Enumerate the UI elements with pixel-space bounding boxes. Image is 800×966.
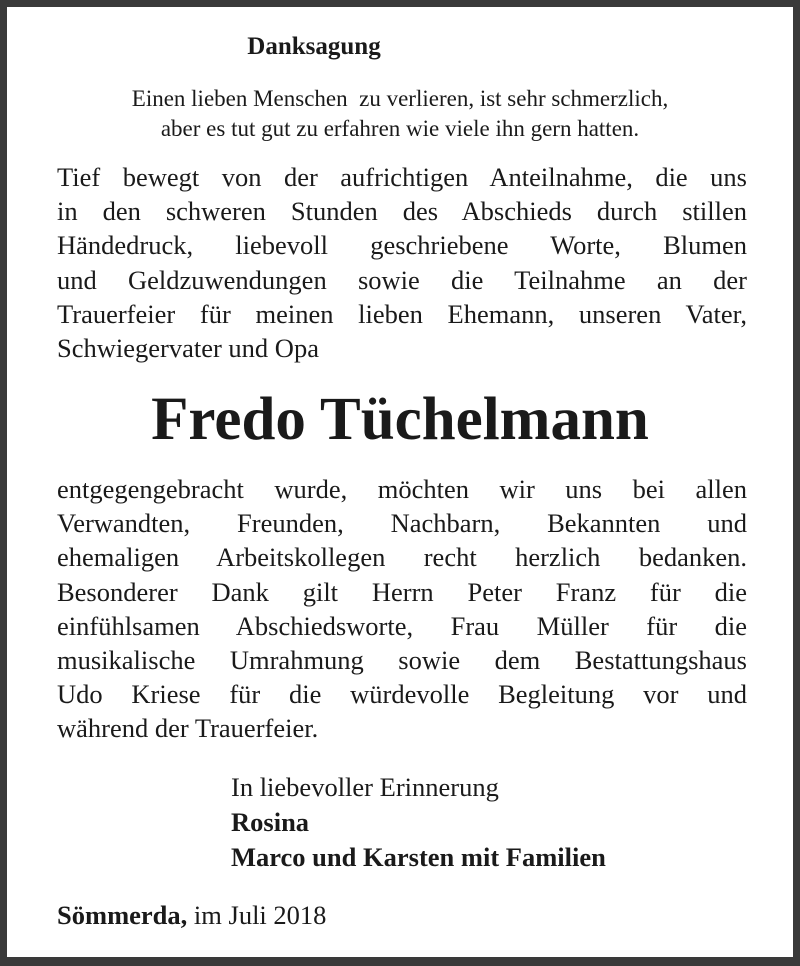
signer-name: Marco und Karsten mit Familien bbox=[231, 842, 606, 872]
paragraph-line: ehemaligen Arbeitskollegen recht herzlich bedanken. bbox=[57, 542, 747, 573]
closing-phrase: In liebevoller Erinnerung bbox=[231, 772, 499, 802]
place-date bbox=[57, 898, 326, 932]
intro-quote bbox=[0, 84, 800, 144]
signer-name: Rosina bbox=[231, 807, 310, 837]
paragraph-line: Trauerfeier für meinen lieben Ehemann, unseren Vater, bbox=[57, 298, 747, 329]
place-name: Sömmerda, bbox=[57, 900, 188, 930]
paragraph-line: Schwiegervater und Opa bbox=[57, 332, 319, 363]
closing-signature bbox=[231, 770, 606, 875]
thanks-paragraph-1 bbox=[57, 160, 747, 365]
notice-heading: Danksagung bbox=[247, 33, 381, 60]
intro-line: Einen lieben Menschen zu verlieren, ist sehr schmerzlich, bbox=[131, 86, 669, 111]
paragraph-line: Händedruck, liebevoll geschriebene Worte, Blumen bbox=[57, 230, 747, 261]
paragraph-line: musikalische Umrahmung sowie dem Bestattungshaus bbox=[57, 644, 747, 675]
deceased-name: Fredo Tüchelmann bbox=[151, 386, 649, 453]
paragraph-line: in den schweren Stunden des Abschieds durch stillen bbox=[57, 196, 747, 227]
thanks-paragraph-2 bbox=[57, 472, 747, 746]
date-text: im Juli 2018 bbox=[193, 900, 327, 930]
paragraph-line: Udo Kriese für die würdevolle Begleitung vor und bbox=[57, 679, 747, 710]
paragraph-line: während der Trauerfeier. bbox=[57, 713, 319, 744]
intro-line: aber es tut gut zu erfahren wie viele ihn gern hatten. bbox=[160, 116, 640, 141]
paragraph-line: und Geldzuwendungen sowie die Teilnahme an der bbox=[57, 264, 747, 295]
paragraph-line: Besonderer Dank gilt Herrn Peter Franz für die bbox=[57, 576, 747, 607]
paragraph-line: einfühlsamen Abschiedsworte, Frau Müller für die bbox=[57, 610, 747, 641]
paragraph-line: Verwandten, Freunden, Nachbarn, Bekannten und bbox=[57, 508, 747, 539]
paragraph-line: Tief bewegt von der aufrichtigen Anteilnahme, die uns bbox=[57, 162, 747, 192]
paragraph-line: entgegengebracht wurde, möchten wir uns bei allen bbox=[57, 474, 747, 504]
